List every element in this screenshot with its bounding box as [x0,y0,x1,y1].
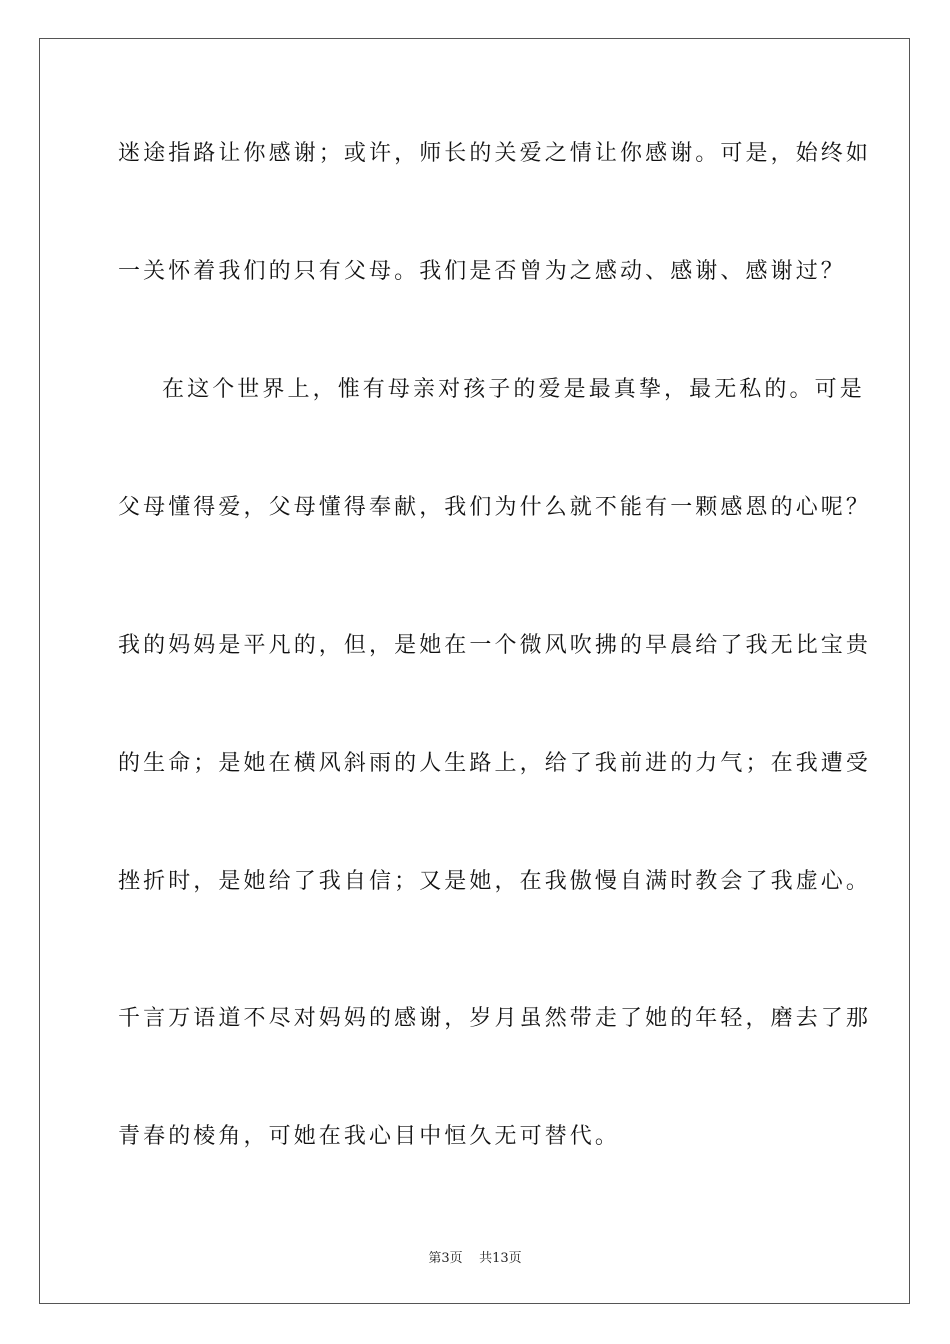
page-number: 第3页 [428,1251,463,1266]
paragraph-line-2: 一关怀着我们的只有父母。我们是否曾为之感动、感谢、感谢过？ [118,259,846,284]
page-total: 共13页 [479,1251,522,1266]
page-frame [39,38,910,1304]
paragraph-line-5: 我的妈妈是平凡的，但，是她在一个微风吹拂的早晨给了我无比宝贵 [118,633,872,658]
paragraph-line-1: 迷途指路让你感谢；或许，师长的关爱之情让你感谢。可是，始终如 [118,141,872,166]
paragraph-line-8: 千言万语道不尽对妈妈的感谢，岁月虽然带走了她的年轻，磨去了那 [118,1006,872,1031]
page-footer [0,1247,950,1266]
paragraph-line-3: 在这个世界上，惟有母亲对孩子的爱是最真挚，最无私的。可是 [162,377,865,402]
paragraph-line-6: 的生命；是她在横风斜雨的人生路上，给了我前进的力气；在我遭受 [118,751,872,776]
paragraph-line-9: 青春的棱角，可她在我心目中恒久无可替代。 [118,1124,621,1149]
paragraph-line-7: 挫折时，是她给了我自信；又是她，在我傲慢自满时教会了我虚心。 [118,869,872,894]
paragraph-line-4: 父母懂得爱，父母懂得奉献，我们为什么就不能有一颗感恩的心呢？ [118,495,872,520]
